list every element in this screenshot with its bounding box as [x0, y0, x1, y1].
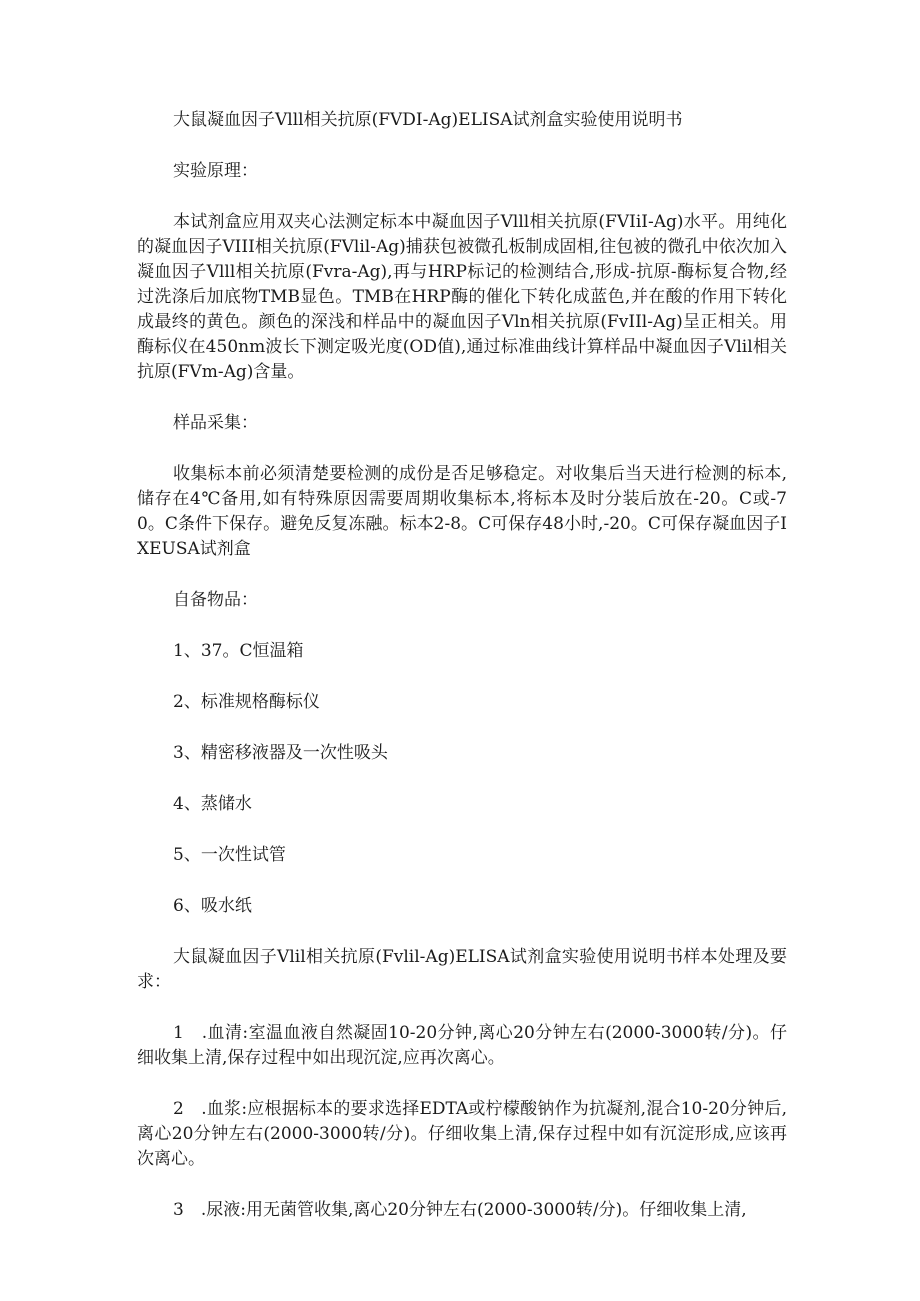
processing-item: 2 .血浆:应根据标本的要求选择EDTA或柠檬酸钠作为抗凝剂,混合10-20分钟后,离心20分钟左右(2000-3000转/分)。仔细收集上清,保存过程中如有沉淀形成,应该再次离心。	[137, 1099, 787, 1169]
supplies-item: 3、精密移液器及一次性吸头	[173, 743, 388, 763]
supplies-item: 5、一次性试管	[173, 845, 286, 865]
sample-heading: 样品采集：	[173, 413, 258, 433]
sample-paragraph: 收集标本前必须清楚要检测的成份是否足够稳定。对收集后当天进行检测的标本,储存在4℃备用,如有特殊原因需要周期收集标本,将标本及时分装后放在-20。C或-70。C条件下保存。避免反复冻融。标本2-8。C可保存48小时,-20。C可保存凝血因子IXEUSA试剂盒	[137, 464, 787, 559]
document-page	[137, 108, 787, 1249]
principle-paragraph: 本试剂盒应用双夹心法测定标本中凝血因子Vlll相关抗原(FVIiI-Ag)水平。用纯化的凝血因子VIII相关抗原(FVlil-Ag)捕获包被微孔板制成固相,往包被的微孔中依次加入凝血因子Vlll相关抗原(Fvra-Ag),再与HRP标记的检测结合,形成-抗原-酶标复合物,经过洗涤后加底物TMB显色。TMB在HRP酶的催化下转化成蓝色,并在酸的作用下转化成最终的黄色。颜色的深浅和样品中的凝血因子Vln相关抗原(FvIIl-Ag)呈正相关。用酶标仪在450nm波长下测定吸光度(OD值),通过标准曲线计算样品中凝血因子Vlil相关抗原(FVm-Ag)含量。	[137, 212, 787, 382]
processing-item: 3 .尿液:用无菌管收集,离心20分钟左右(2000-3000转/分)。仔细收集上清,	[173, 1200, 747, 1220]
processing-heading: 大鼠凝血因子Vlil相关抗原(Fvlil-Ag)ELISA试剂盒实验使用说明书样本处理及要求：	[137, 947, 787, 992]
document-title: 大鼠凝血因子Vlll相关抗原(FVDI-Ag)ELISA试剂盒实验使用说明书	[173, 110, 683, 130]
supplies-item: 4、蒸储水	[173, 794, 252, 814]
supplies-heading: 自备物品：	[173, 590, 258, 610]
principle-heading: 实验原理：	[173, 161, 258, 181]
supplies-item: 1、37。C恒温箱	[173, 641, 304, 661]
processing-item: 1 .血清:室温血液自然凝固10-20分钟,离心20分钟左右(2000-3000转/分)。仔细收集上清,保存过程中如出现沉淀,应再次离心。	[137, 1023, 787, 1068]
supplies-item: 2、标准规格酶标仪	[173, 692, 320, 712]
supplies-item: 6、吸水纸	[173, 896, 252, 916]
